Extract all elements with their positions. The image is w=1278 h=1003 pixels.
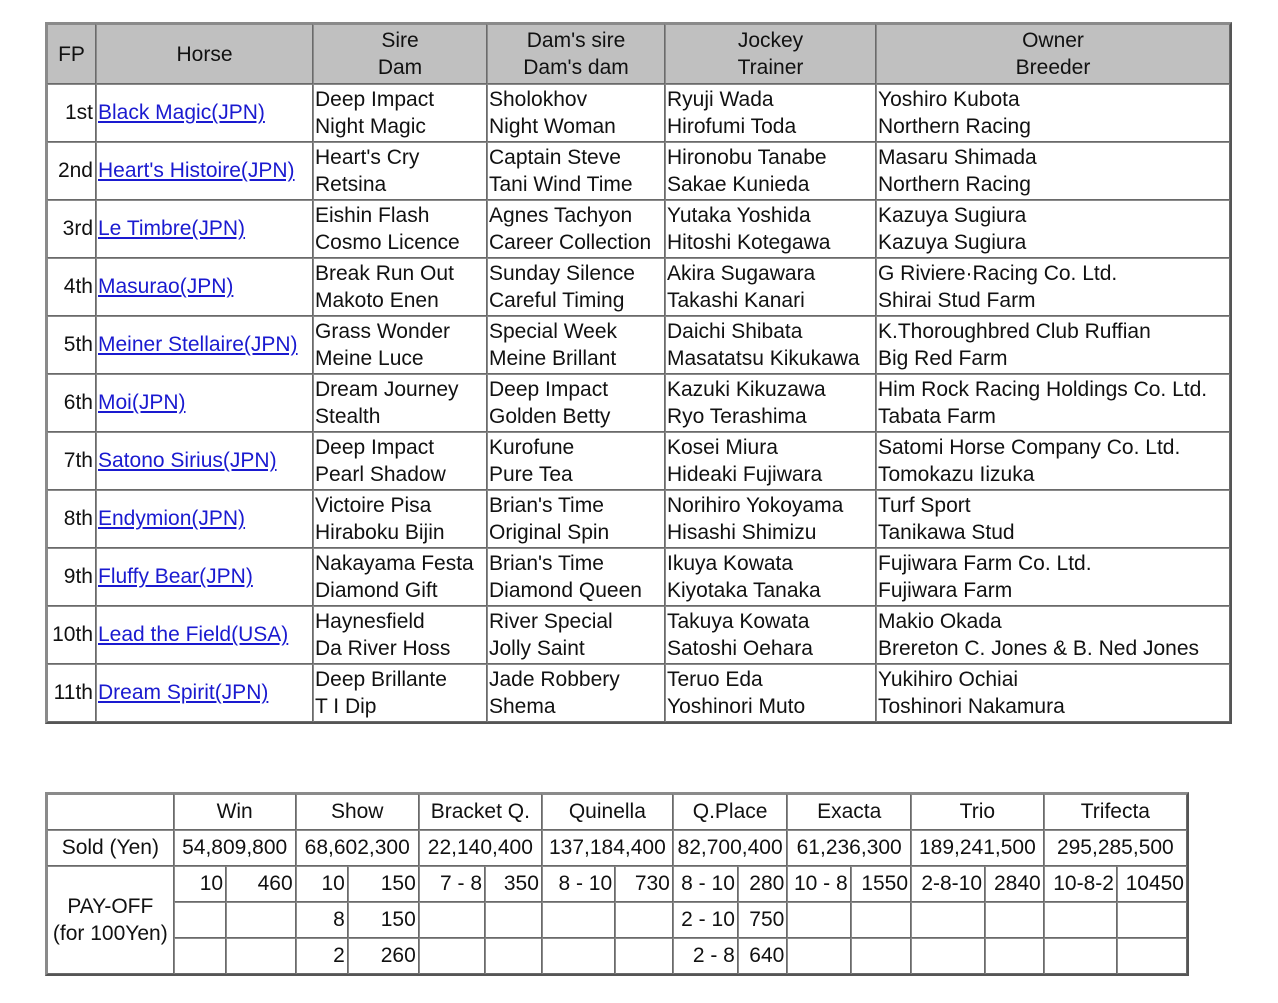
payoff-combination (542, 938, 615, 974)
sire: Heart's Cry (315, 145, 420, 169)
dams-dam: Shema (489, 695, 556, 718)
breeder: Big Red Farm (878, 347, 1008, 370)
payoff-payout: 730 (615, 866, 673, 902)
dams-sire-dam-cell (487, 432, 665, 490)
horse-cell (96, 606, 313, 664)
dams-dam: Jolly Saint (489, 637, 585, 660)
jockey-trainer-cell (665, 258, 876, 316)
payoff-row (47, 938, 1187, 974)
jockey-trainer-cell (665, 490, 876, 548)
sold-row (47, 830, 1187, 866)
trainer: Kiyotaka Tanaka (667, 579, 821, 602)
jockey: Akira Sugawara (667, 261, 816, 285)
bet-type-header: Q.Place (673, 794, 787, 830)
dam: T I Dip (315, 695, 377, 718)
payoff-payout (851, 902, 911, 938)
sold-amount: 22,140,400 (419, 830, 542, 866)
payoff-row (47, 866, 1187, 902)
dam: Makoto Enen (315, 289, 439, 312)
payoff-combination (787, 938, 850, 974)
payoff-payout: 640 (738, 938, 787, 974)
bet-type-header: Trifecta (1044, 794, 1187, 830)
sire: Nakayama Festa (315, 551, 474, 575)
payoff-combination: 10 (174, 866, 226, 902)
payoff-payout: 1550 (851, 866, 911, 902)
payoff-payout (226, 938, 296, 974)
payoff-combination (542, 902, 615, 938)
jockey-trainer-cell (665, 548, 876, 606)
payoff-combination: 10 - 8 (787, 866, 850, 902)
horse-cell (96, 142, 313, 200)
header-dams-dam: Dam's dam (523, 56, 629, 79)
payoff-payout: 350 (485, 866, 542, 902)
jockey-trainer-cell (665, 664, 876, 722)
sold-amount: 61,236,300 (787, 830, 911, 866)
header-dam: Dam (377, 56, 423, 79)
sire-dam-cell (313, 200, 487, 258)
dams-sire: Jade Robbery (489, 667, 620, 691)
finish-position: 5th (47, 316, 96, 374)
dams-dam: Pure Tea (489, 463, 573, 486)
horse-cell (96, 316, 313, 374)
horse-cell (96, 548, 313, 606)
payoff-payout (985, 938, 1044, 974)
horse-link[interactable]: Fluffy Bear(JPN) (98, 565, 253, 589)
owner: K.Thoroughbred Club Ruffian (878, 319, 1151, 343)
trainer: Masatatsu Kikukawa (667, 347, 860, 370)
result-row (47, 490, 1230, 548)
jockey-trainer-cell (665, 374, 876, 432)
dams-sire: Deep Impact (489, 377, 609, 401)
finish-position: 10th (47, 606, 96, 664)
payoff-label (47, 866, 174, 974)
dam: Night Magic (315, 115, 426, 138)
payoff-combination: 8 - 10 (673, 866, 738, 902)
finish-position: 7th (47, 432, 96, 490)
dam: Da River Hoss (315, 637, 451, 660)
dam: Meine Luce (315, 347, 424, 370)
owner: Masaru Shimada (878, 145, 1037, 169)
dams-sire-dam-cell (487, 374, 665, 432)
sold-amount: 82,700,400 (673, 830, 787, 866)
dams-sire: Sunday Silence (489, 261, 635, 285)
payoff-payout (485, 902, 542, 938)
sire: Deep Impact (315, 87, 435, 111)
dams-dam: Diamond Queen (489, 579, 642, 602)
payoff-table (45, 792, 1189, 976)
breeder: Kazuya Sugiura (878, 231, 1027, 254)
dams-sire: Brian's Time (489, 493, 604, 517)
dams-sire: Sholokhov (489, 87, 588, 111)
horse-cell (96, 200, 313, 258)
owner-breeder-cell (876, 490, 1230, 548)
trainer: Satoshi Oehara (667, 637, 813, 660)
owner-breeder-cell (876, 258, 1230, 316)
finish-position: 6th (47, 374, 96, 432)
dams-sire-dam-cell (487, 606, 665, 664)
sire-dam-cell (313, 258, 487, 316)
payoff-payout (851, 938, 911, 974)
payoff-payout: 150 (348, 866, 419, 902)
sire-dam-cell (313, 548, 487, 606)
payoff-payout: 10450 (1117, 866, 1187, 902)
horse-link[interactable]: Endymion(JPN) (98, 507, 246, 531)
horse-link[interactable]: Black Magic(JPN) (98, 101, 265, 125)
finish-position: 9th (47, 548, 96, 606)
dams-sire-dam-cell (487, 490, 665, 548)
owner: Makio Okada (878, 609, 1002, 633)
sire-dam-cell (313, 316, 487, 374)
payoff-combination (174, 938, 226, 974)
horse-link[interactable]: Meiner Stellaire(JPN) (98, 333, 298, 357)
jockey: Kazuki Kikuzawa (667, 377, 826, 401)
sire: Haynesfield (315, 609, 425, 633)
jockey: Norihiro Yokoyama (667, 493, 844, 517)
dams-dam: Golden Betty (489, 405, 611, 428)
payoff-combination (911, 902, 985, 938)
sire-dam-cell (313, 664, 487, 722)
breeder: Tanikawa Stud (878, 521, 1015, 544)
owner-breeder-cell (876, 200, 1230, 258)
horse-link[interactable]: Lead the Field(USA) (98, 623, 289, 647)
jockey: Daichi Shibata (667, 319, 803, 343)
jockey: Yutaka Yoshida (667, 203, 811, 227)
payoff-payout: 2840 (985, 866, 1044, 902)
dams-sire-dam-cell (487, 200, 665, 258)
jockey-trainer-cell (665, 84, 876, 142)
breeder: Shirai Stud Farm (878, 289, 1036, 312)
finish-position: 1st (47, 84, 96, 142)
horse-link[interactable]: Satono Sirius(JPN) (98, 449, 277, 473)
dams-dam: Careful Timing (489, 289, 625, 312)
dams-dam: Career Collection (489, 231, 652, 254)
payoff-combination: 2 (296, 938, 348, 974)
jockey: Kosei Miura (667, 435, 778, 459)
breeder: Toshinori Nakamura (878, 695, 1065, 718)
corner-cell (47, 794, 174, 830)
payoff-row (47, 902, 1187, 938)
finish-position: 11th (47, 664, 96, 722)
breeder: Fujiwara Farm (878, 579, 1013, 602)
payoff-payout (1117, 902, 1187, 938)
payoff-payout: 750 (738, 902, 787, 938)
owner: Yoshiro Kubota (878, 87, 1020, 111)
sold-label: Sold (Yen) (47, 830, 174, 866)
dams-dam: Original Spin (489, 521, 610, 544)
trainer: Yoshinori Muto (667, 695, 806, 718)
trainer: Hideaki Fujiwara (667, 463, 823, 486)
sold-amount: 137,184,400 (542, 830, 673, 866)
payoff-label-line2: (for 100Yen) (52, 922, 168, 945)
dam: Cosmo Licence (315, 231, 460, 254)
owner-breeder-cell (876, 664, 1230, 722)
payoff-payout (1117, 938, 1187, 974)
owner: Satomi Horse Company Co. Ltd. (878, 435, 1181, 459)
owner: Fujiwara Farm Co. Ltd. (878, 551, 1092, 575)
dam: Retsina (315, 173, 387, 196)
payoff-combination: 7 - 8 (419, 866, 485, 902)
dams-sire-dam-cell (487, 84, 665, 142)
dams-sire-dam-cell (487, 316, 665, 374)
jockey: Ryuji Wada (667, 87, 774, 111)
trainer: Hirofumi Toda (667, 115, 797, 138)
payoff-combination (1044, 902, 1117, 938)
owner-breeder-cell (876, 142, 1230, 200)
breeder: Tabata Farm (878, 405, 996, 428)
finish-position: 2nd (47, 142, 96, 200)
dams-dam: Tani Wind Time (489, 173, 633, 196)
horse-cell (96, 490, 313, 548)
owner: Him Rock Racing Holdings Co. Ltd. (878, 377, 1208, 401)
jockey: Teruo Eda (667, 667, 763, 691)
dam: Pearl Shadow (315, 463, 446, 486)
sire-dam-cell (313, 142, 487, 200)
header-dams-sire: Dam's sire (526, 29, 626, 52)
jockey-trainer-cell (665, 200, 876, 258)
result-row (47, 548, 1230, 606)
header-horse: Horse (96, 24, 313, 84)
finish-position: 4th (47, 258, 96, 316)
dams-sire-dam-cell (487, 258, 665, 316)
bet-type-header: Trio (911, 794, 1044, 830)
dams-sire: Brian's Time (489, 551, 604, 575)
trainer: Takashi Kanari (667, 289, 805, 312)
payoff-combination: 8 (296, 902, 348, 938)
result-row (47, 374, 1230, 432)
owner-breeder-cell (876, 606, 1230, 664)
payoff-combination: 2-8-10 (911, 866, 985, 902)
dams-dam: Meine Brillant (489, 347, 617, 370)
horse-cell (96, 432, 313, 490)
finish-position: 8th (47, 490, 96, 548)
owner-breeder-cell (876, 432, 1230, 490)
jockey-trainer-cell (665, 316, 876, 374)
owner: G Riviere·Racing Co. Ltd. (878, 261, 1118, 285)
sold-amount: 54,809,800 (174, 830, 296, 866)
breeder: Northern Racing (878, 115, 1031, 138)
sire-dam-cell (313, 606, 487, 664)
result-row (47, 200, 1230, 258)
owner-breeder-cell (876, 374, 1230, 432)
header-trainer: Trainer (737, 56, 804, 79)
result-row (47, 142, 1230, 200)
dam: Diamond Gift (315, 579, 438, 602)
header-owner-breeder (876, 24, 1230, 84)
dams-sire-dam-cell (487, 548, 665, 606)
owner: Turf Sport (878, 493, 971, 517)
result-row (47, 606, 1230, 664)
sire-dam-cell (313, 84, 487, 142)
jockey-trainer-cell (665, 142, 876, 200)
payoff-payout (615, 938, 673, 974)
horse-link[interactable]: Moi(JPN) (98, 391, 186, 415)
jockey-trainer-cell (665, 606, 876, 664)
header-jockey-trainer (665, 24, 876, 84)
owner-breeder-cell (876, 84, 1230, 142)
result-row (47, 664, 1230, 722)
owner-breeder-cell (876, 316, 1230, 374)
sire-dam-cell (313, 432, 487, 490)
header-breeder: Breeder (1015, 56, 1091, 79)
header-dams-sire-dam (487, 24, 665, 84)
result-row (47, 84, 1230, 142)
sold-amount: 295,285,500 (1044, 830, 1187, 866)
horse-link[interactable]: Heart's Histoire(JPN) (98, 159, 295, 183)
horse-cell (96, 374, 313, 432)
dams-sire: Captain Steve (489, 145, 621, 169)
sire-dam-cell (313, 490, 487, 548)
result-row (47, 316, 1230, 374)
jockey: Takuya Kowata (667, 609, 810, 633)
dams-sire-dam-cell (487, 664, 665, 722)
bet-type-header-row (47, 794, 1187, 830)
payoff-combination (419, 902, 485, 938)
sire: Deep Impact (315, 435, 435, 459)
sire: Dream Journey (315, 377, 459, 401)
horse-link[interactable]: Le Timbre(JPN) (98, 217, 246, 241)
race-results-table (45, 22, 1232, 724)
payoff-combination: 10 (296, 866, 348, 902)
result-row (47, 432, 1230, 490)
owner: Yukihiro Ochiai (878, 667, 1019, 691)
trainer: Sakae Kunieda (667, 173, 810, 196)
payoff-combination: 2 - 8 (673, 938, 738, 974)
payoff-combination: 10-8-2 (1044, 866, 1117, 902)
dam: Stealth (315, 405, 381, 428)
results-header-row (47, 24, 1230, 84)
dams-dam: Night Woman (489, 115, 616, 138)
payoff-payout: 460 (226, 866, 296, 902)
payoff-combination (787, 902, 850, 938)
sire: Break Run Out (315, 261, 454, 285)
owner-breeder-cell (876, 548, 1230, 606)
horse-link[interactable]: Dream Spirit(JPN) (98, 681, 269, 705)
bet-type-header: Exacta (787, 794, 911, 830)
dams-sire: Kurofune (489, 435, 575, 459)
sire: Victoire Pisa (315, 493, 432, 517)
payoff-combination: 8 - 10 (542, 866, 615, 902)
horse-cell (96, 258, 313, 316)
payoff-payout (226, 902, 296, 938)
sire: Deep Brillante (315, 667, 447, 691)
breeder: Northern Racing (878, 173, 1031, 196)
horse-cell (96, 664, 313, 722)
sold-amount: 189,241,500 (911, 830, 1044, 866)
header-fp: FP (47, 24, 96, 84)
sire: Eishin Flash (315, 203, 430, 227)
payoff-payout (985, 902, 1044, 938)
finish-position: 3rd (47, 200, 96, 258)
jockey-trainer-cell (665, 432, 876, 490)
payoff-payout (615, 902, 673, 938)
payoff-payout: 260 (348, 938, 419, 974)
trainer: Hisashi Shimizu (667, 521, 817, 544)
header-jockey: Jockey (737, 29, 804, 52)
bet-type-header: Show (296, 794, 419, 830)
sire: Grass Wonder (315, 319, 450, 343)
payoff-payout: 280 (738, 866, 787, 902)
payoff-label-line1: PAY-OFF (67, 895, 154, 918)
result-row (47, 258, 1230, 316)
payoff-combination (1044, 938, 1117, 974)
payoff-payout: 150 (348, 902, 419, 938)
trainer: Ryo Terashima (667, 405, 807, 428)
bet-type-header: Bracket Q. (419, 794, 542, 830)
breeder: Brereton C. Jones & B. Ned Jones (878, 637, 1199, 660)
dams-sire: Agnes Tachyon (489, 203, 633, 227)
dams-sire-dam-cell (487, 142, 665, 200)
header-sire-dam (313, 24, 487, 84)
jockey: Ikuya Kowata (667, 551, 794, 575)
sold-amount: 68,602,300 (296, 830, 419, 866)
jockey: Hironobu Tanabe (667, 145, 827, 169)
dams-sire: Special Week (489, 319, 618, 343)
owner: Kazuya Sugiura (878, 203, 1027, 227)
bet-type-header: Quinella (542, 794, 673, 830)
bet-type-header: Win (174, 794, 296, 830)
header-sire: Sire (381, 29, 419, 52)
breeder: Tomokazu Iizuka (878, 463, 1035, 486)
dams-sire: River Special (489, 609, 613, 633)
payoff-combination (419, 938, 485, 974)
dam: Hiraboku Bijin (315, 521, 445, 544)
sire-dam-cell (313, 374, 487, 432)
horse-cell (96, 84, 313, 142)
horse-link[interactable]: Masurao(JPN) (98, 275, 234, 299)
payoff-combination (911, 938, 985, 974)
payoff-combination (174, 902, 226, 938)
header-owner: Owner (1022, 29, 1084, 52)
payoff-payout (485, 938, 542, 974)
payoff-combination: 2 - 10 (673, 902, 738, 938)
trainer: Hitoshi Kotegawa (667, 231, 831, 254)
